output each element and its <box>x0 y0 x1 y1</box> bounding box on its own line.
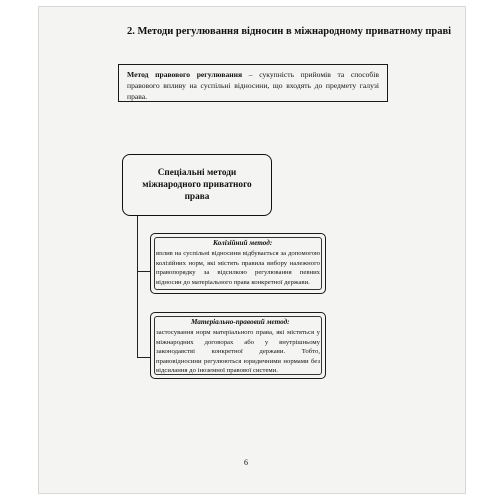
definition-text: – сукупність прийомів та способів правового впливу на суспільні відносини, що входять до предмету галузі права. <box>127 70 379 101</box>
page-number: 6 <box>244 458 248 467</box>
special-methods-title: Спеціальні методи міжнародного приватного права <box>142 168 252 202</box>
connector-to-material-method <box>137 357 150 358</box>
conflict-method-text: вплив на суспільні відносини відбувається за допомогою колізійних норм, які містять правила вибору належного правопорядку за відсилкою регулювання певних відносин до матеріального права конкретної держави. <box>156 250 320 286</box>
material-method-box <box>150 312 326 379</box>
definition-box <box>118 64 388 102</box>
material-method-title: Матеріально-правовий метод: <box>191 318 290 326</box>
definition-term: Метод правового регулювання <box>127 70 243 79</box>
material-method-text: застосування норм матеріального права, які містяться у міжнародних договорах або у внутрішньому законодавстві конкретної держави. Тобто, правовідносини регулюються юридичними нормами без відсилання до іноземної правової системи. <box>156 329 320 375</box>
section-heading: 2. Методи регулювання відносин в міжнародному приватному праві <box>127 26 452 37</box>
special-methods-box <box>122 154 272 216</box>
conflict-method-box <box>150 233 326 294</box>
connector-to-conflict-method <box>137 271 150 272</box>
connector-vertical <box>137 216 138 358</box>
conflict-method-title: Колізійний метод: <box>213 239 273 247</box>
